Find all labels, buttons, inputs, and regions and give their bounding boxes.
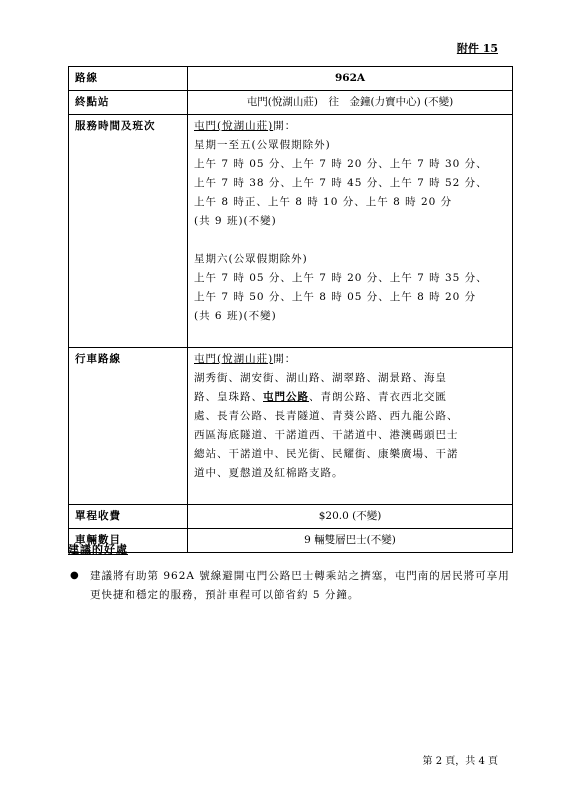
- route-value: 962A: [188, 67, 513, 91]
- routing-line: 總站、干諾道中、民光街、民耀街、康樂廣場、干諾: [194, 448, 459, 460]
- fare-label: 單程收費: [69, 505, 188, 529]
- table-row: [69, 91, 513, 115]
- terminals-value: 屯門(悅湖山莊) 往 金鐘(力寶中心) (不變): [188, 91, 513, 115]
- bullet-icon: ●: [70, 570, 79, 581]
- annex-label: 附件 15: [456, 42, 498, 55]
- routing-highlight: 屯門公路: [263, 391, 309, 403]
- table-row: [69, 529, 513, 553]
- schedule-label: 服務時間及班次: [69, 115, 188, 348]
- spacer: [194, 483, 506, 502]
- benefits-title: 建議的好處: [68, 543, 128, 556]
- table-row: [69, 505, 513, 529]
- spacer: [194, 231, 506, 250]
- spacer: [194, 326, 506, 345]
- route-label: 路線: [69, 67, 188, 91]
- weekday-line: 上午 7 時 38 分、上午 7 時 45 分、上午 7 時 52 分、: [194, 177, 488, 189]
- schedule-value: [188, 115, 513, 348]
- table-row: [69, 115, 513, 348]
- routing-line: [194, 388, 506, 407]
- page-number: 第 2 頁，共 4 頁: [422, 756, 498, 767]
- routing-value: [188, 348, 513, 505]
- routing-line2-pre: 路、皇珠路、: [194, 391, 263, 403]
- routing-line: 湖秀街、湖安街、湖山路、湖翠路、湖景路、海皇: [194, 372, 447, 384]
- saturday-heading: 星期六(公眾假期除外): [194, 253, 308, 265]
- fare-value: $20.0 (不變): [188, 505, 513, 529]
- routing-origin: 屯門(悅湖山莊): [194, 353, 274, 365]
- routing-line: 西區海底隧道、干諾道西、干諾道中、港澳碼頭巴士: [194, 429, 459, 441]
- weekday-total: (共 9 班)(不變): [194, 215, 277, 227]
- route-table: [68, 66, 513, 553]
- fleet-label: 車輛數目: [69, 529, 188, 553]
- schedule-origin-suffix: 開：: [273, 120, 297, 132]
- saturday-line: 上午 7 時 05 分、上午 7 時 20 分、上午 7 時 35 分、: [194, 272, 488, 284]
- weekday-heading: 星期一至五(公眾假期除外): [194, 139, 331, 151]
- weekday-line: 上午 8 時正、上午 8 時 10 分、上午 8 時 20 分: [194, 196, 453, 208]
- schedule-origin: 屯門(悅湖山莊): [194, 120, 274, 132]
- benefit-text: 建議將有助第 962A 號線避開屯門公路巴士轉乘站之擠塞，屯門南的居民將可享用更快捷和穩定的服務，預計車程可以節省約 5 分鐘。: [90, 570, 510, 601]
- terminals-label: 終點站: [69, 91, 188, 115]
- table-row: [69, 348, 513, 505]
- schedule-origin-line: [194, 117, 506, 136]
- table-row: [69, 67, 513, 91]
- routing-line2-post: 、青朗公路、青衣西北交匯: [309, 391, 447, 403]
- routing-origin-line: [194, 350, 506, 369]
- routing-line: 道中、夏慤道及紅棉路支路。: [194, 467, 344, 479]
- saturday-line: 上午 7 時 50 分、上午 8 時 05 分、上午 8 時 20 分: [194, 291, 477, 303]
- fleet-value: 9 輛雙層巴士(不變): [188, 529, 513, 553]
- saturday-total: (共 6 班)(不變): [194, 310, 277, 322]
- routing-origin-suffix: 開：: [273, 353, 297, 365]
- weekday-line: 上午 7 時 05 分、上午 7 時 20 分、上午 7 時 30 分、: [194, 158, 488, 170]
- routing-line: 處、長青公路、長青隧道、青葵公路、西九龍公路、: [194, 410, 459, 422]
- routing-label: 行車路線: [69, 348, 188, 505]
